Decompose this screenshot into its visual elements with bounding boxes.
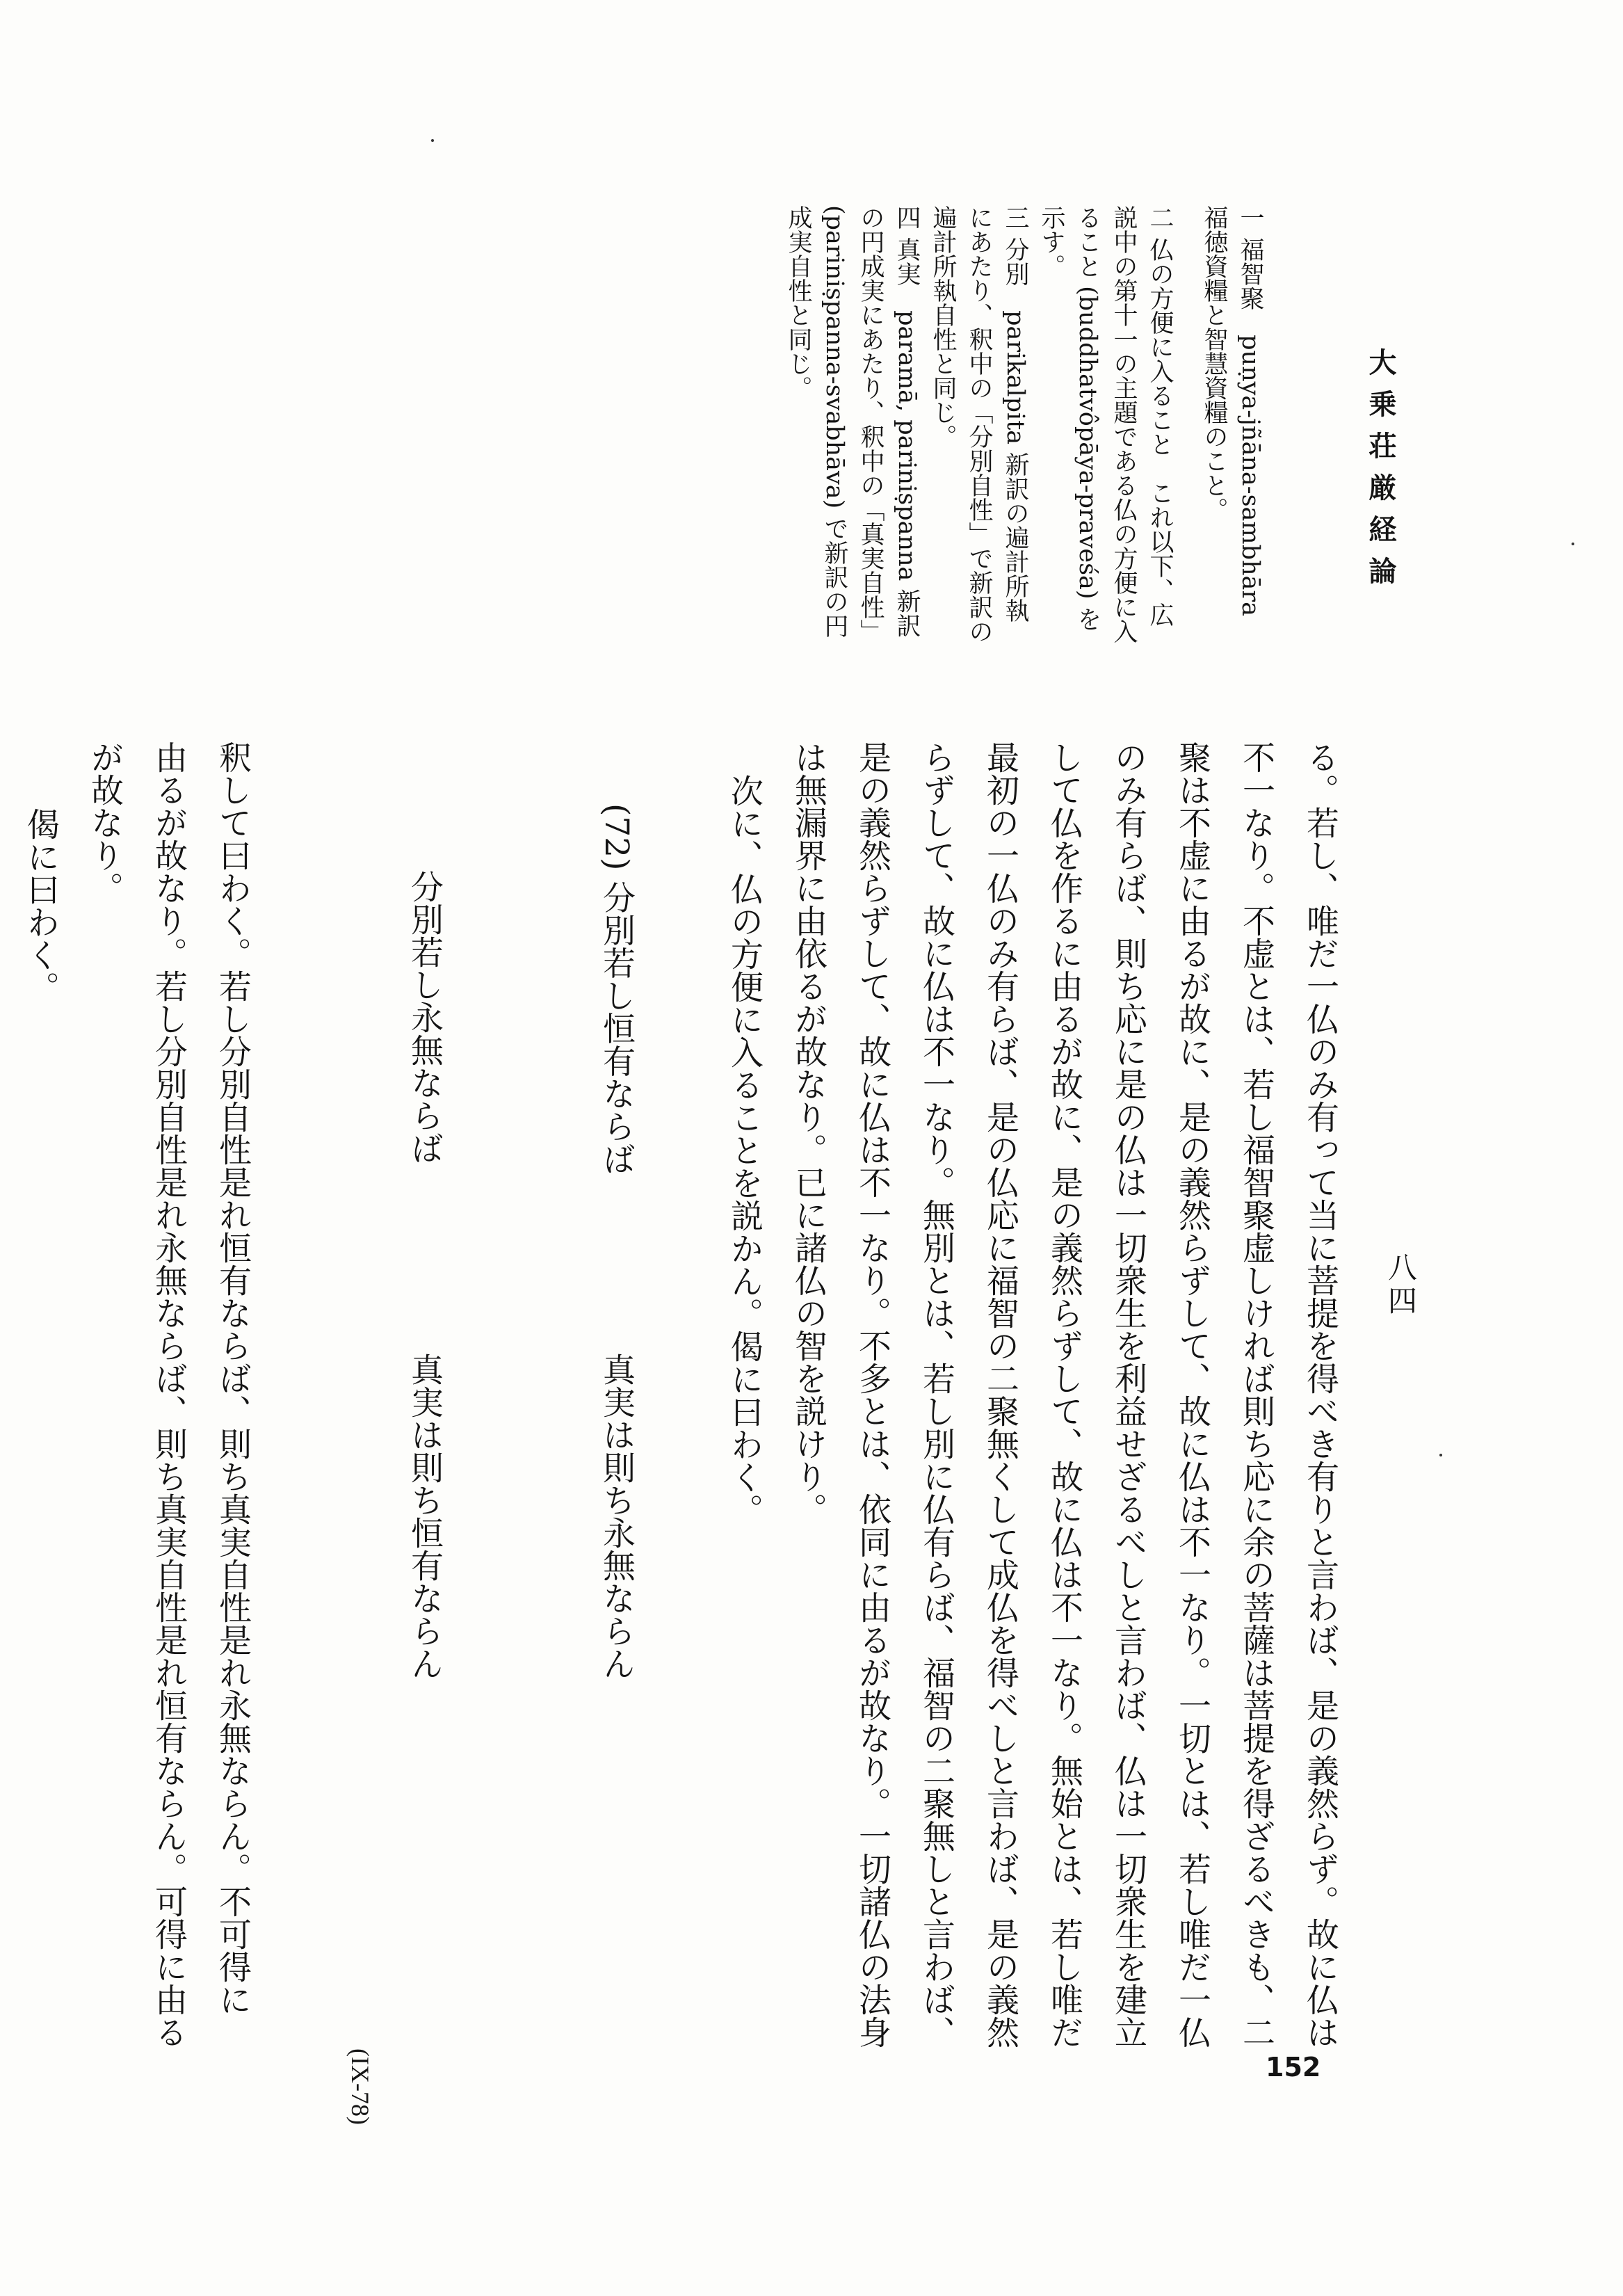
footnote-line: 三 分別 parikalpita 新訳の遍計所執: [1001, 205, 1029, 623]
footnote-line: 説中の第十一の主題である仏の方便に入: [1110, 205, 1138, 643]
footnote-line: 示す。: [1037, 205, 1065, 278]
text-line: 是の義然らずして、故に仏は不一なり。不多とは、依同に由るが故なり。一切諸仏の法身: [853, 741, 891, 2048]
footnote-line: 福徳資糧と智慧資糧のこと。: [1200, 205, 1228, 522]
text-line: は無漏界に由依るが故なり。已に諸仏の智を説けり。: [789, 741, 827, 1525]
text-line: 最初の一仏のみ有らば、是の仏応に福智の二聚無くして成仏を得べしと言わば、是の義然: [981, 741, 1019, 2048]
verse-second-half: 真実は則ち永無ならん: [597, 1352, 636, 1680]
print-speck: [1572, 543, 1574, 545]
text-line: 聚は不虚に由るが故に、是の義然らずして、故に仏は不一なり。一切とは、若し唯だ一仏: [1173, 741, 1211, 2048]
text-line: が故なり。: [86, 741, 124, 904]
text-line: 由るが故なり。若し分別自性是れ永無ならば、則ち真実自性是れ恒有ならん。可得に由る: [150, 741, 188, 2048]
text-line: る。若し、唯だ一仏のみ有って当に菩提を得べき有りと言わば、是の義然らず。故に仏は: [1301, 741, 1339, 2048]
verse-line: [264, 741, 520, 2125]
text-line: して仏を作るに由るが故に、是の義然らずして、故に仏は不一なり。無始とは、若し唯だ: [1045, 741, 1083, 2048]
verse-reference: (IX-78): [346, 2048, 374, 2125]
footnote-line: ること (buddhatvôpāya-praveśa) を: [1074, 205, 1101, 632]
footnote-gap: [1178, 205, 1196, 734]
print-speck: [431, 139, 434, 142]
intro-line: 次に、仏の方便に入ることを説かん。偈に曰わく。: [725, 774, 764, 1526]
intro-line: 偈に曰わく。: [22, 808, 60, 1004]
footnote-line: (pariniṣpanna-svabhāva) で新訳の円: [821, 205, 848, 639]
verse-second-half: 真実は則ち恒有ならん: [405, 1352, 444, 1680]
verse-first-half: 分別若し永無ならば: [405, 869, 444, 1164]
text-line: 釈して曰わく。若し分別自性是れ恒有ならば、則ち真実自性是れ永無ならん。不可得に: [213, 741, 252, 2016]
text-line: のみ有らば、則ち応に是の仏は一切衆生を利益せざるべしと言わば、仏は一切衆生を建立: [1109, 741, 1147, 2048]
footnote-line: 遍計所執自性と同じ。: [929, 205, 957, 449]
footnote-line: 四 真実 paramā, pariniṣpanna 新訳: [893, 205, 921, 638]
footnote-line: の円成実にあたり、釈中の「真実自性」: [857, 205, 885, 643]
page-number-kanji: 八四: [1384, 1252, 1418, 1319]
page-number: 152: [1266, 2052, 1321, 2082]
text-line: 不一なり。不虚とは、若し福智聚虚しければ則ち応に余の菩薩は菩提を得ざるべきも、二: [1237, 741, 1275, 2048]
verse-line: [520, 741, 712, 2125]
verse-line: [0, 741, 8, 2125]
footnote-line: にあたり、釈中の「分別自性」で新訳の: [965, 205, 993, 643]
text-line: らずして、故に仏は不一なり。無別とは、若し別に仏有らば、福智の二聚無しと言わば、: [917, 741, 955, 2048]
running-title: 大乗荘厳経論: [1364, 348, 1397, 598]
print-speck: [1439, 1454, 1442, 1456]
footnotes: [780, 205, 1268, 734]
footnote-line: 成実自性と同じ。: [784, 205, 812, 400]
footnote-line: 二 仏の方便に入ること これ以下、広: [1146, 205, 1174, 627]
verse-first-half: (72) 分別若し恒有ならば: [597, 803, 636, 1175]
main-text: [0, 741, 1352, 2125]
footnote-line: 一 福智聚 puṇya-jñāna-sambhāra: [1236, 205, 1264, 617]
